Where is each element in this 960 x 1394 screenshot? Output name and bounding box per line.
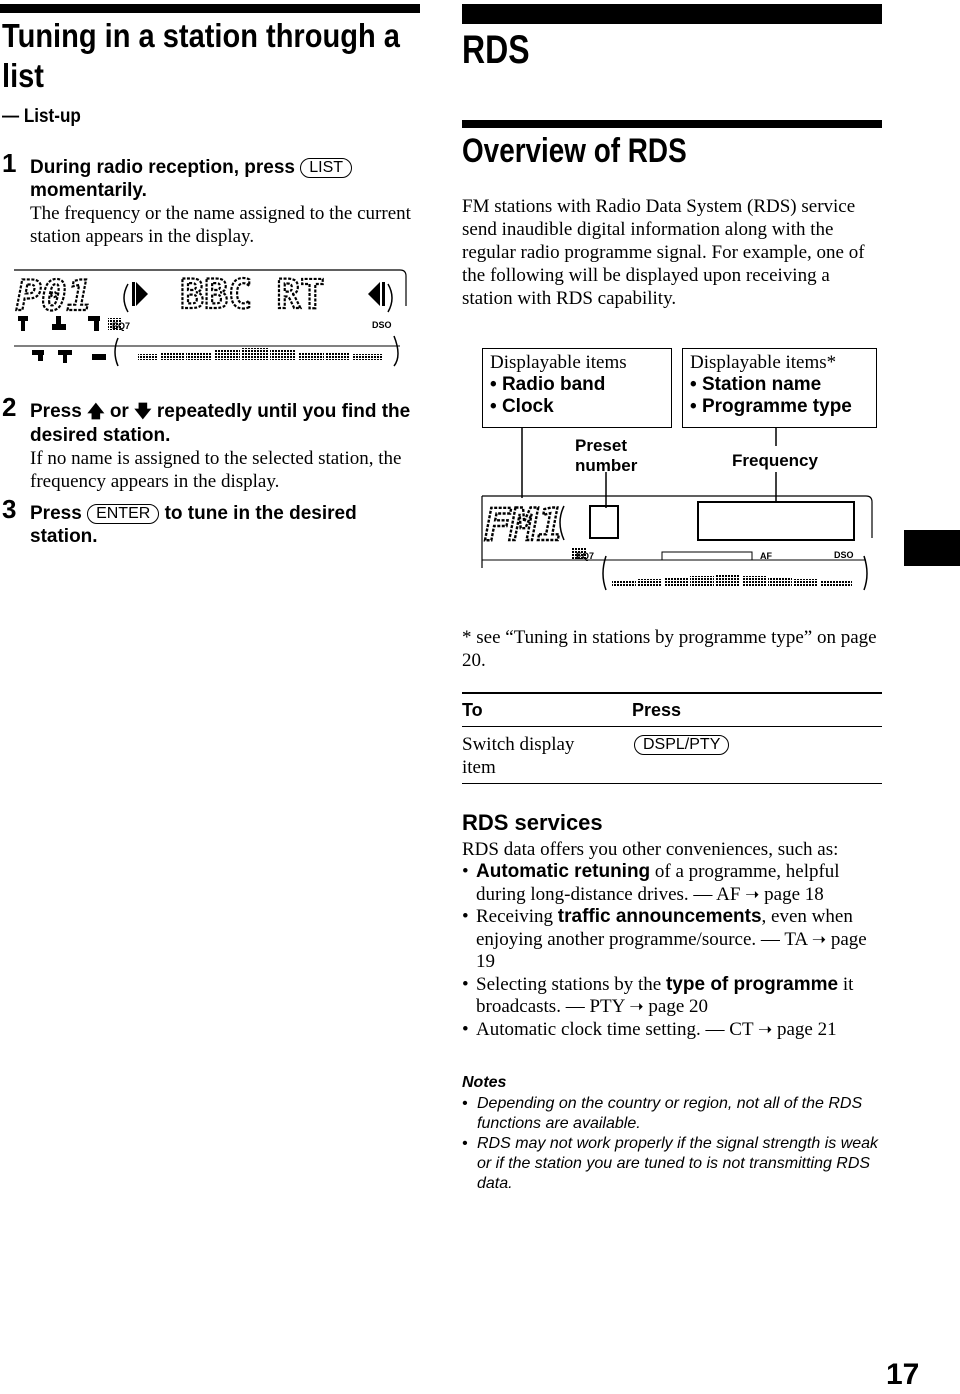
list-item: • Receiving traffic announcements, even when enjoying another programme/source. — TA ➝ page 19 bbox=[462, 906, 882, 974]
table-cell-to: Switch display item bbox=[462, 734, 575, 778]
arrow-right-icon: ➝ bbox=[745, 884, 760, 905]
step-1-text-end: momentarily. bbox=[30, 180, 147, 201]
table-header-press: Press bbox=[632, 700, 682, 720]
operation-table bbox=[462, 692, 882, 784]
list-item: • Automatic retuning of a programme, helpful during long-distance drives. — AF ➝ page 18 bbox=[462, 861, 882, 906]
frequency-label: Frequency bbox=[732, 451, 818, 470]
table-header-to: To bbox=[462, 700, 483, 720]
list-button[interactable]: LIST bbox=[300, 158, 352, 178]
section-rule bbox=[462, 120, 882, 128]
step-3-text-end: to tune in the desired station. bbox=[30, 503, 357, 547]
chapter-title-rds: RDS bbox=[462, 28, 530, 72]
displayable-items-box-2 bbox=[682, 348, 877, 428]
side-tab-marker bbox=[904, 530, 960, 566]
box-2-item: • Station name bbox=[690, 374, 822, 395]
list-item: • Selecting stations by the type of programme it broadcasts. — PTY ➝ page 20 bbox=[462, 974, 882, 1019]
down-arrow-icon[interactable]: 🡇 bbox=[134, 402, 152, 422]
dspl-pty-button[interactable]: DSPL/PTY bbox=[634, 735, 729, 755]
section-title-overview: Overview of RDS bbox=[462, 132, 687, 170]
left-top-rule bbox=[0, 4, 420, 13]
af-indicator: AF bbox=[760, 551, 772, 561]
rds-services-intro: RDS data offers you other conveniences, such as: bbox=[462, 839, 839, 860]
arrow-right-icon: ➝ bbox=[757, 1019, 773, 1040]
rds-services bbox=[462, 838, 882, 1041]
lcd-band-text: FM1 bbox=[484, 500, 564, 551]
section-subtitle: — List-up bbox=[2, 106, 81, 127]
step-number: 2 bbox=[2, 392, 17, 422]
arrow-right-icon: ➝ bbox=[811, 929, 827, 950]
footnote: * see “Tuning in stations by programme type” on page 20. bbox=[462, 627, 877, 671]
step-3 bbox=[2, 494, 420, 548]
box-2-item: • Programme type bbox=[690, 396, 852, 417]
dso-indicator: DSO bbox=[372, 320, 392, 330]
section-title-list-up: Tuning in a station through a list bbox=[2, 17, 400, 94]
step-1-text: During radio reception, press bbox=[30, 157, 295, 178]
lcd-preset-text: P01 bbox=[16, 271, 92, 320]
box-1-item: • Radio band bbox=[490, 374, 606, 395]
right-top-rule bbox=[462, 4, 882, 24]
table-row bbox=[462, 727, 882, 784]
notes-title: Notes bbox=[462, 1074, 507, 1091]
rds-services-title: RDS services bbox=[462, 810, 603, 835]
step-1 bbox=[2, 148, 412, 248]
note-item: • RDS may not work properly if the signal strength is weak or if the station you are tuned to is not transmitting RDS data. bbox=[462, 1134, 882, 1194]
page-number: 17 bbox=[886, 1358, 920, 1391]
step-2-or: or bbox=[109, 401, 129, 422]
overview-intro: FM stations with Radio Data System (RDS) service send inaudible digital information along with the regular radio programme signal. For example, one of the following will be displayed upon receiving a station with RDS capability. bbox=[462, 196, 865, 309]
notes bbox=[462, 1072, 882, 1194]
step-2 bbox=[2, 392, 420, 493]
step-2-description: If no name is assigned to the selected station, the frequency appears in the display. bbox=[30, 448, 402, 492]
list-item: • Automatic clock time setting. — CT ➝ page 21 bbox=[462, 1019, 882, 1042]
box-1-header: Displayable items bbox=[490, 352, 627, 373]
step-2-text: Press bbox=[30, 401, 82, 422]
note-item: • Depending on the country or region, not all of the RDS functions are available. bbox=[462, 1094, 882, 1134]
display-illustration-2 bbox=[476, 428, 876, 600]
step-number: 1 bbox=[2, 148, 17, 178]
box-1-item: • Clock bbox=[490, 396, 554, 417]
enter-button[interactable]: ENTER bbox=[87, 504, 159, 524]
step-2-text-end: repeatedly until you find the desired station. bbox=[30, 401, 411, 446]
eq7-indicator: EQ7 bbox=[112, 321, 131, 331]
eq7-indicator: EQ7 bbox=[576, 551, 595, 561]
preset-number-label: Preset number bbox=[575, 436, 638, 475]
up-arrow-icon[interactable]: 🡅 bbox=[87, 402, 105, 422]
step-3-text: Press bbox=[30, 503, 82, 524]
arrow-right-icon: ➝ bbox=[629, 997, 644, 1017]
box-2-header: Displayable items* bbox=[690, 352, 837, 373]
step-number: 3 bbox=[2, 494, 17, 524]
lcd-station-text: BBC RT bbox=[180, 272, 325, 318]
step-1-description: The frequency or the name assigned to the current station appears in the display. bbox=[30, 203, 411, 247]
displayable-items-box-1 bbox=[482, 348, 672, 428]
display-illustration-1 bbox=[8, 266, 408, 376]
dso-indicator: DSO bbox=[834, 550, 854, 560]
